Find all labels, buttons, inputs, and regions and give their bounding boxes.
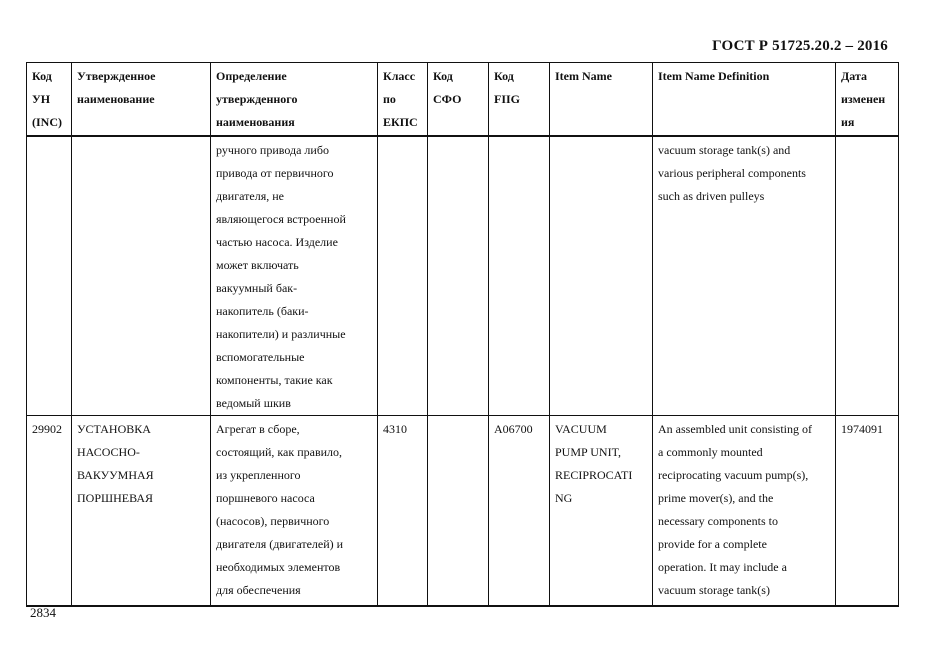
cell-definition: Агрегат в сборе, состоящий, как правило, из укрепленного поршневого насоса (насосов), первичного двигателя (двигателей) и необходимых элементов для обеспечения bbox=[211, 415, 378, 606]
column-header-sfo-code: Код СФО bbox=[428, 63, 489, 136]
document-header: ГОСТ Р 51725.20.2 – 2016 bbox=[712, 38, 888, 54]
cell-sfo-code bbox=[428, 136, 489, 416]
nomenclature-table bbox=[26, 62, 899, 607]
column-header-definition: Определение утвержденного наименования bbox=[211, 63, 378, 136]
cell-item-name: VACUUM PUMP UNIT, RECIPROCATI NG bbox=[550, 415, 653, 606]
cell-fiig-code bbox=[489, 136, 550, 416]
column-header-inc: Код УН (INC) bbox=[27, 63, 72, 136]
table-header-row bbox=[27, 63, 899, 136]
page-number: 2834 bbox=[30, 605, 56, 620]
column-header-approved-name: Утвержденное наименование bbox=[72, 63, 211, 136]
cell-item-name bbox=[550, 136, 653, 416]
table-row bbox=[27, 415, 899, 606]
column-header-class: Класс по ЕКПС bbox=[378, 63, 428, 136]
cell-approved-name: УСТАНОВКА НАСОСНО- ВАКУУМНАЯ ПОРШНЕВАЯ bbox=[72, 415, 211, 606]
table-row bbox=[27, 136, 899, 416]
column-header-fiig-code: Код FIIG bbox=[489, 63, 550, 136]
column-header-change-date: Дата изменен ия bbox=[836, 63, 899, 136]
cell-definition: ручного привода либо привода от первичного двигателя, не являющегося встроенной частью насоса. Изделие может включать вакуумный бак- накопитель (баки- накопители) и различные вспомогательные компоненты, такие как ведомый шкив bbox=[211, 136, 378, 416]
cell-sfo-code bbox=[428, 415, 489, 606]
cell-class: 4310 bbox=[378, 415, 428, 606]
column-header-item-name: Item Name bbox=[550, 63, 653, 136]
cell-approved-name bbox=[72, 136, 211, 416]
cell-change-date bbox=[836, 136, 899, 416]
cell-item-definition: An assembled unit consisting of a commonly mounted reciprocating vacuum pump(s), prime mover(s), and the necessary components to provide for a complete operation. It may include a vacuum storage tank(s) bbox=[653, 415, 836, 606]
cell-inc bbox=[27, 136, 72, 416]
cell-change-date: 1974091 bbox=[836, 415, 899, 606]
column-header-item-definition: Item Name Definition bbox=[653, 63, 836, 136]
cell-inc: 29902 bbox=[27, 415, 72, 606]
cell-fiig-code: A06700 bbox=[489, 415, 550, 606]
cell-class bbox=[378, 136, 428, 416]
cell-item-definition: vacuum storage tank(s) and various peripheral components such as driven pulleys bbox=[653, 136, 836, 416]
